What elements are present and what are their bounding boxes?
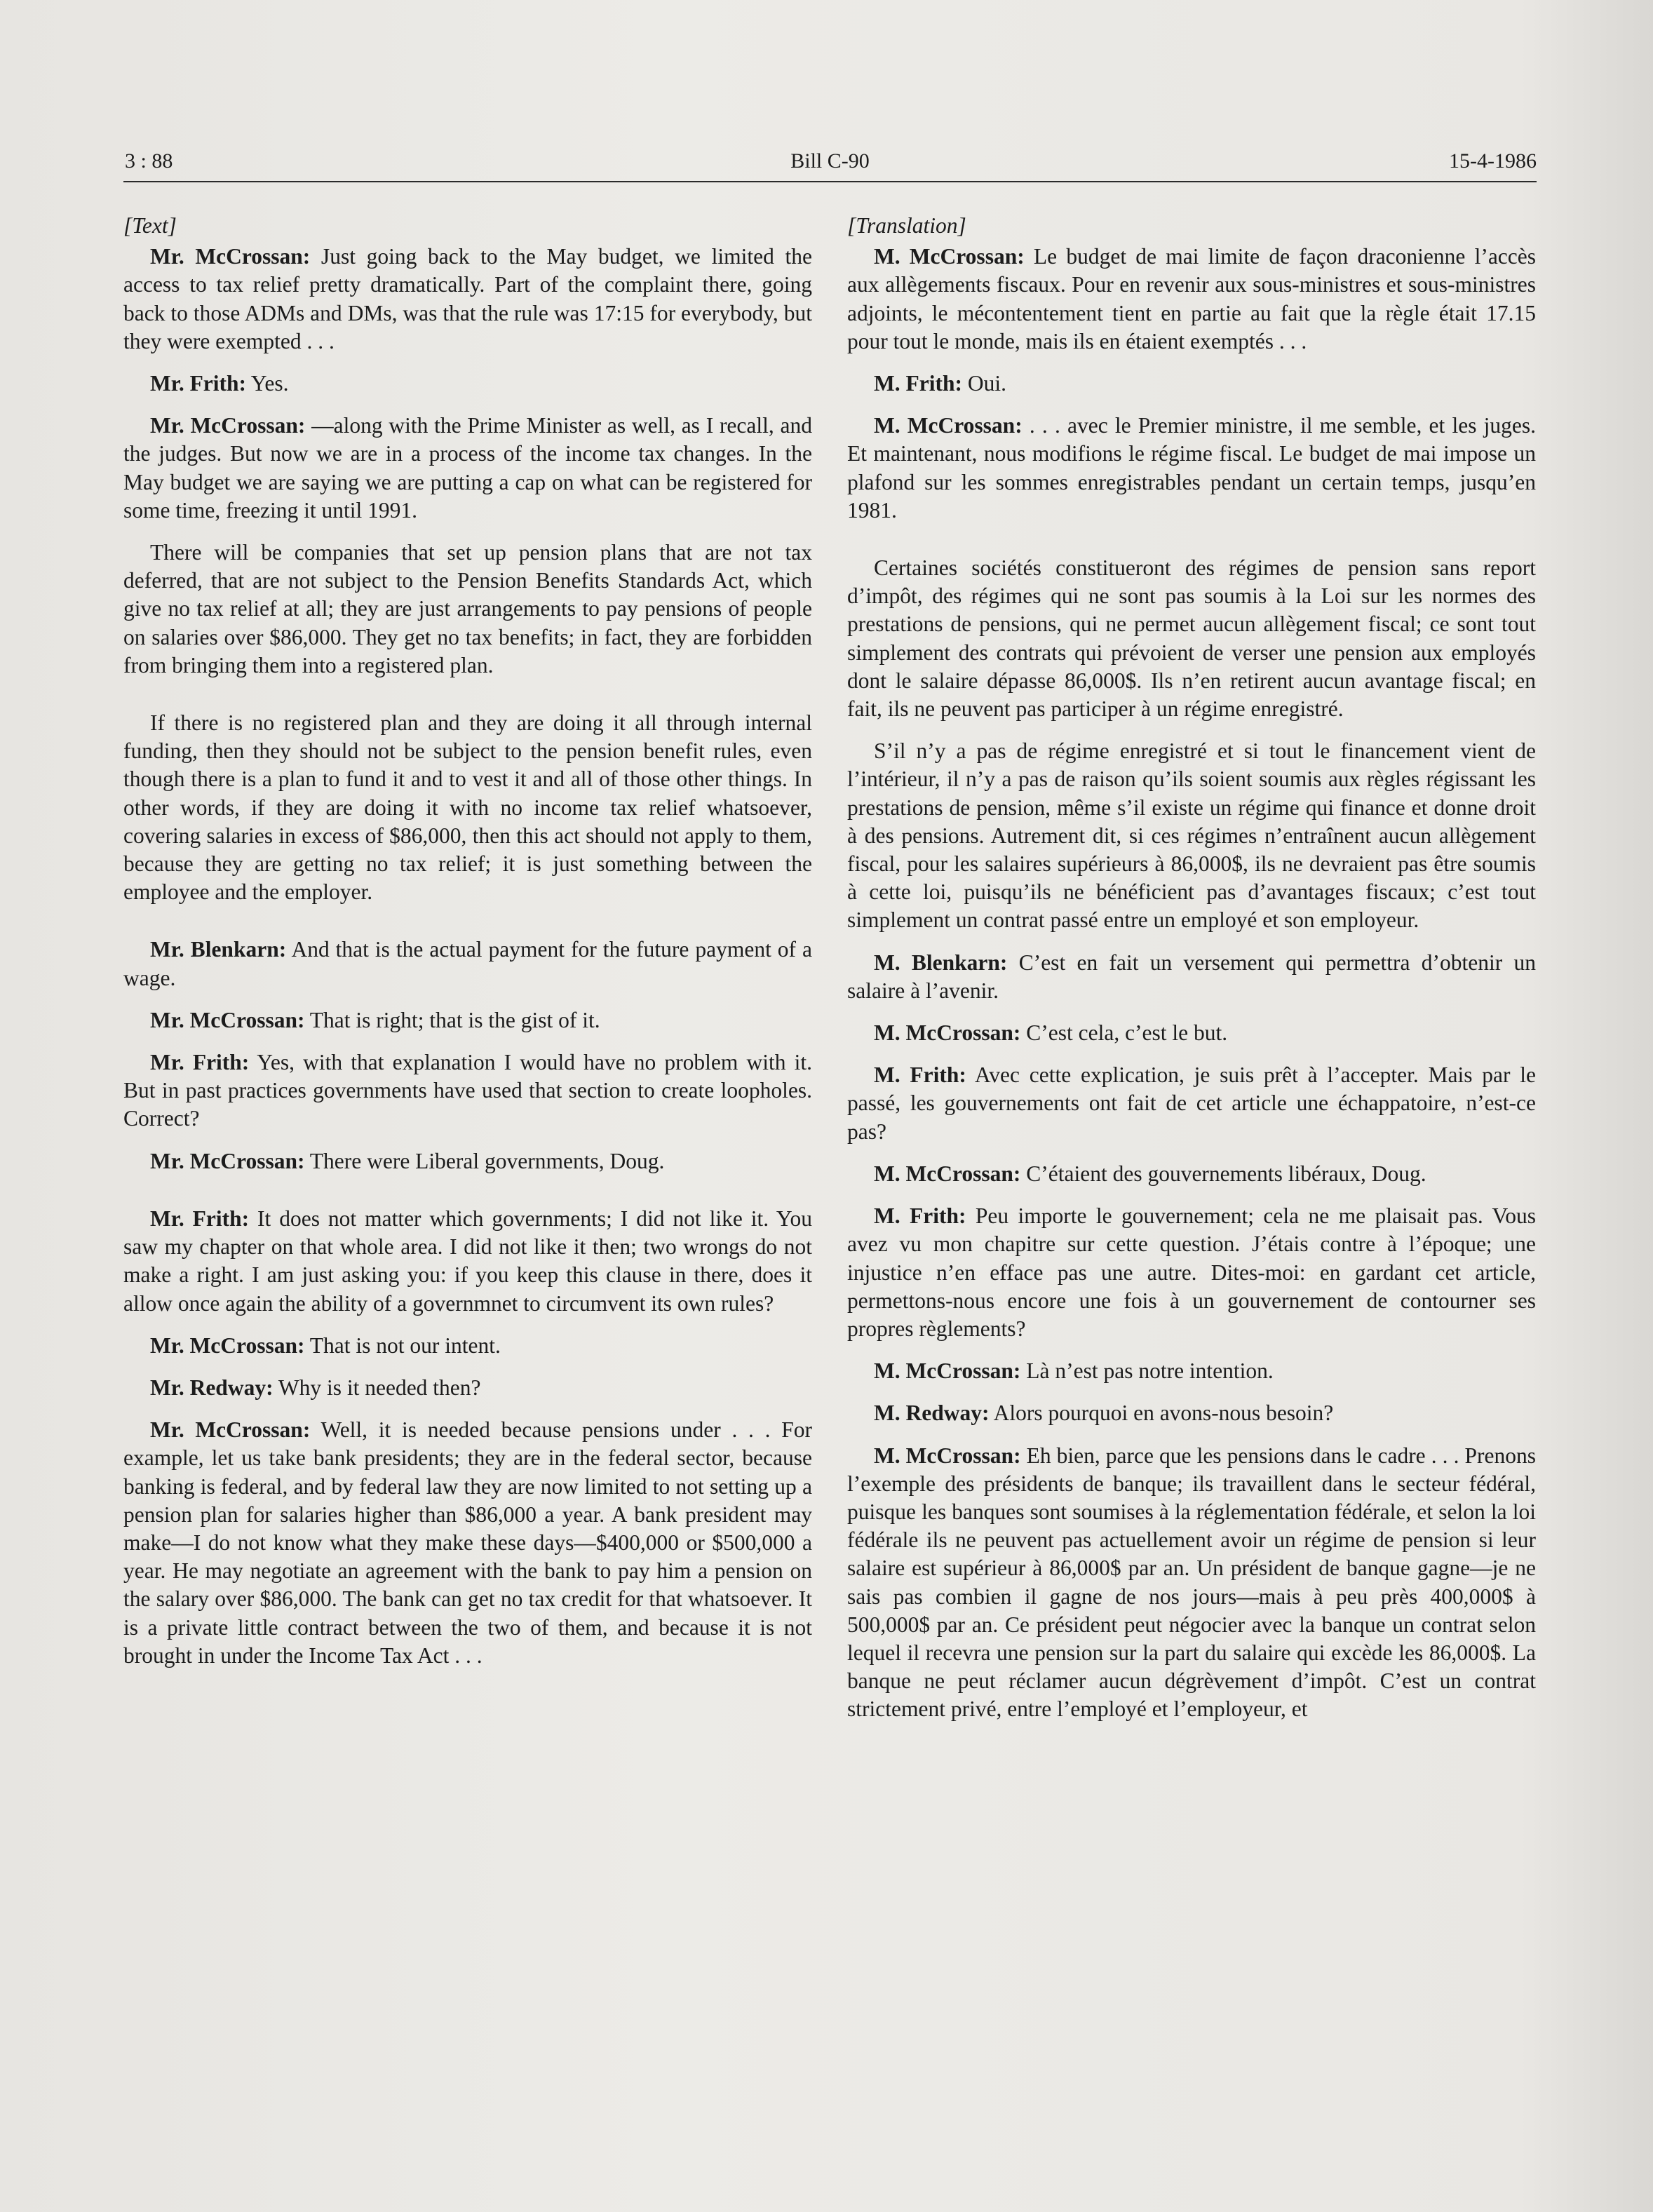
speaker: Mr. McCrossan:	[150, 413, 306, 438]
paragraph	[847, 1019, 1536, 1047]
paragraph	[847, 243, 1536, 356]
speaker: M. Frith:	[874, 1203, 966, 1229]
speech: —along with the Prime Minister as well, as I recall, and the judges. But now we are in a process of the income tax changes. In the May budget we are saying we are putting a cap on what can be registered for some time, freezing it until 1991.	[123, 413, 812, 522]
spacer	[123, 920, 812, 936]
speech: Le budget de mai limite de façon draconienne l’accès aux allègements fiscaux. Pour en revenir aux sous-ministres et sous-ministres adjoints, le mécontentement tient en partie au fait que la règle était 17.15 pour tout le monde, mais ils en étaient exemptés . . .	[847, 244, 1536, 353]
speech: Avec cette explication, je suis prêt à l’accepter. Mais par le passé, les gouvernements ont fait de cet article une échappatoire, n’est-ce pas?	[847, 1063, 1536, 1144]
speaker: Mr. McCrossan:	[150, 1007, 305, 1032]
speech: Peu importe le gouvernement; cela ne me plaisait pas. Vous avez vu mon chapitre sur cette question. J’étais contre à l’époque; une injustice n’en efface pas une autre. Dites-moi: en gardant cet article, permettons-nous encore une fois à un gouvernement de contourner ses propres règlements?	[847, 1203, 1536, 1341]
header-rule	[123, 181, 1537, 182]
paragraph	[123, 1048, 812, 1133]
speech: It does not matter which governments; I did not like it. You saw my chapter on that whole area. I did not like it then; two wrongs do not make a right. I am just asking you: if you keep this clause in there, does it allow once again the ability of a governmnet to circumvent its own rules?	[123, 1206, 813, 1316]
french-column	[847, 212, 1536, 1738]
paragraph	[123, 1332, 812, 1360]
english-column	[123, 212, 812, 1684]
spacer	[123, 1189, 812, 1205]
speaker: M. McCrossan:	[874, 1443, 1021, 1468]
speech: Là n’est pas notre intention.	[1020, 1358, 1274, 1384]
speaker: Mr. Frith:	[150, 371, 247, 396]
paragraph	[847, 1399, 1536, 1427]
translation-tag: [Translation]	[847, 213, 966, 238]
paragraph	[123, 1205, 812, 1318]
speaker: M. McCrossan:	[874, 244, 1025, 269]
speech: S’il n’y a pas de régime enregistré et si tout le financement vient de l’intérieur, il n’y a pas de raison qu’ils soient soumis aux règles régissant les prestations de pension, même s’il existe un régime qui finance et donne droit à des pensions. Autrement dit, si ces régimes n’entraînent aucun allègement fiscal, pour les salaires supérieurs à 86,000$, ils ne devraient pas être soumis à cette loi, puisqu’ils ne bénéficient pas d’avantages fiscaux; c’est tout simplement un contrat passé entre un employé et son employeur.	[847, 739, 1536, 933]
paragraph	[123, 1006, 812, 1034]
paragraph	[847, 1442, 1536, 1724]
paragraph	[123, 243, 812, 356]
paragraph	[847, 1160, 1536, 1188]
speaker: M. McCrossan:	[874, 1020, 1021, 1046]
speech: Eh bien, parce que les pensions dans le cadre . . . Prenons l’exemple des présidents de banque; ils travaillent dans le secteur fédéral, puisque les banques sont soumises à la réglementation fédérale, et selon la loi fédérale ils ne peuvent pas actuellement avoir un régime de pension si leur salaire est supérieur à 86,000$ par an. Un président de banque gagne—je ne sais pas combien il gagne de nos jours—mais à peu près 400,000$ à 500,000$ par an. Ce président peut négocier avec la banque un contrat selon lequel il recevra une pension sur la part du salaire qui excède les 86,000$. La banque ne peut réclamer aucun dégrèvement d’impôt. C’est un contrat strictement privé, entre l’employé et l’employeur, et	[847, 1443, 1536, 1722]
speech: Yes, with that explanation I would have no problem with it. But in past practices governments have used that section to create loopholes. Correct?	[123, 1050, 812, 1131]
paragraph	[847, 370, 1536, 398]
paragraph	[123, 1374, 812, 1402]
speech: Yes.	[246, 371, 289, 396]
speaker: M. Frith:	[874, 371, 962, 396]
speech: Oui.	[962, 371, 1006, 396]
paragraph	[847, 412, 1536, 525]
spacer	[847, 539, 1536, 554]
speech: . . . avec le Premier ministre, il me semble, et les juges. Et maintenant, nous modifions le régime fiscal. Le budget de mai impose un plafond sur les sommes enregistrables pendant un certain temps, jusqu’en 1981.	[847, 413, 1536, 522]
speech: There were Liberal governments, Doug.	[304, 1148, 665, 1173]
speech: And that is the actual payment for the future payment of a wage.	[123, 937, 812, 990]
speaker: Mr. McCrossan:	[150, 244, 311, 269]
paragraph	[123, 1147, 812, 1175]
page-header	[123, 147, 1537, 182]
paragraph	[847, 1357, 1536, 1385]
speech: Why is it needed then?	[273, 1375, 481, 1400]
paragraph	[847, 737, 1536, 934]
paragraph	[123, 412, 812, 525]
speech: C’est en fait un versement qui permettra d’obtenir un salaire à l’avenir.	[847, 950, 1536, 1003]
speech: There will be companies that set up pension plans that are not tax deferred, that are not subject to the Pension Benefits Standards Act, which give no tax relief at all; they are just arrangements to pay pensions of people on salaries over $86,000. They get no tax benefits; in fact, they are forbidden from bringing them into a registered plan.	[123, 540, 812, 677]
text-tag: [Text]	[123, 213, 177, 238]
speech: Certaines sociétés constitueront des régimes de pension sans report d’impôt, des régimes qui ne sont pas soumis à la Loi sur les normes des prestations de pensions, qui ne permet aucun allègement fiscal; ce sont tout simplement des contrats qui prévoient de verser une pension aux employés dont le salaire dépasse 86,000$. Ils n’en retirent aucun avantage fiscal; en fait, ils ne peuvent pas participer à un régime enregistré.	[847, 555, 1536, 722]
speaker: M. Frith:	[874, 1063, 966, 1088]
paragraph	[847, 1061, 1536, 1146]
speaker: Mr. McCrossan:	[150, 1148, 305, 1173]
paragraph	[123, 370, 812, 398]
speaker: M. McCrossan:	[874, 413, 1023, 438]
paragraph	[123, 709, 812, 906]
speaker: M. McCrossan:	[874, 1161, 1021, 1186]
speaker: Mr. Frith:	[150, 1206, 250, 1231]
speaker: M. Blenkarn:	[874, 950, 1008, 975]
speaker: M. McCrossan:	[874, 1358, 1021, 1384]
paragraph	[123, 539, 812, 680]
speech: Well, it is needed because pensions under . . . For example, let us take bank presidents; they are in the federal sector, because banking is federal, and by federal law they are now limited to not setting up a pension plan for salaries higher than $86,000 a year. A bank president may make—I do not know what they make these days—$400,000 or $500,000 a year. He may negotiate an agreement with the bank to pay him a pension on the salary over $86,000. The bank can get no tax credit for that whatsoever. It is a private little contract between the two of them, and because it is not brought in under the Income Tax Act . . .	[123, 1417, 812, 1668]
speaker: Mr. McCrossan:	[150, 1417, 311, 1443]
speaker: Mr. Redway:	[150, 1375, 274, 1400]
speech: That is not our intent.	[304, 1333, 501, 1358]
speech: If there is no registered plan and they are doing it all through internal funding, then they should not be subject to the pension benefit rules, even though there is a plan to fund it and to vest it and all of those other things. In other words, if they are doing it with no income tax relief whatsoever, covering salaries in excess of $86,000, then this act should not apply to them, because they are getting no tax relief; it is just something between the employee and the employer.	[123, 710, 812, 905]
speaker: Mr. Blenkarn:	[150, 937, 287, 962]
speaker: Mr. Frith:	[150, 1050, 250, 1075]
header-date: 15-4-1986	[1449, 149, 1537, 173]
paragraph	[123, 1416, 812, 1670]
page-number: 3 : 88	[125, 149, 173, 173]
speech: C’est cela, c’est le but.	[1020, 1020, 1228, 1046]
paragraph	[847, 554, 1536, 723]
speech: That is right; that is the gist of it.	[304, 1007, 600, 1032]
spacer	[123, 694, 812, 709]
speaker: M. Redway:	[874, 1401, 990, 1426]
speech: C’étaient des gouvernements libéraux, Doug.	[1020, 1161, 1426, 1186]
paragraph	[847, 1202, 1536, 1343]
paragraph	[847, 949, 1536, 1005]
speech: Just going back to the May budget, we limited the access to tax relief pretty dramatically. Part of the complaint there, going back to those ADMs and DMs, was that the rule was 17:15 for everybody, but they were exempted . . .	[123, 244, 812, 353]
paragraph	[123, 936, 812, 992]
speech: Alors pourquoi en avons-nous besoin?	[989, 1401, 1334, 1426]
bill-title: Bill C-90	[790, 149, 870, 173]
speaker: Mr. McCrossan:	[150, 1333, 305, 1358]
